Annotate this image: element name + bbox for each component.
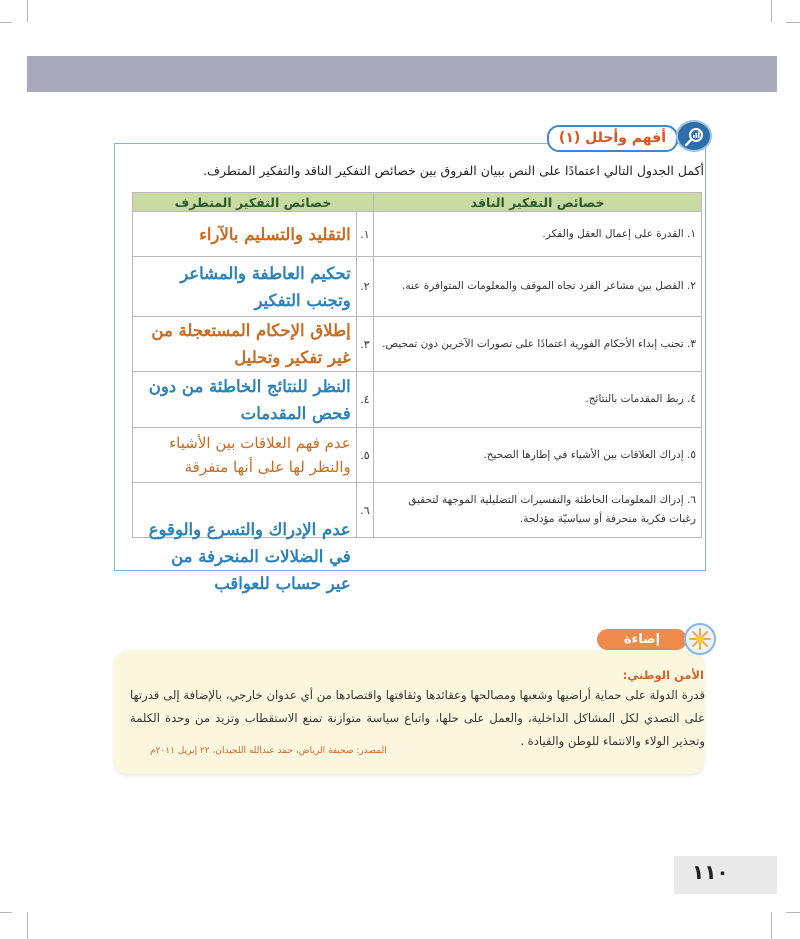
insight-text: قدرة الدولة على حماية أراضيها وشعبها ومصالحها وعقائدها وثقافتها واقتصادها من أي عدوان خارجي، بالإضافة إلى قدرتها على التصدي لكل المشاكل الداخلية، والعمل على حلها، واتباع سياسة متوازنة تمنع الاستقطاب وتزيد من وحدة الكلمة وتجذير الولاء والانتماء للوطن والقيادة . [130, 688, 705, 748]
header-band [27, 56, 777, 92]
crop-mark [786, 912, 800, 913]
table-row [133, 428, 702, 483]
crop-mark [27, 0, 28, 22]
table-row [133, 257, 702, 317]
insight-header [570, 622, 720, 654]
extreme-answer: إطلاق الإحكام المستعجلة من غير تفكير وتحليل [151, 321, 351, 367]
page-number: ١١٠ [692, 860, 729, 884]
extreme-answer: تحكيم العاطفة والمشاعر وتجنب التفكير [180, 263, 351, 310]
extreme-answer: النظر للنتائج الخاطئة من دون فحص المقدمات [148, 376, 351, 423]
critical-trait: ١. القدرة على إعمال العقل والفكر. [374, 212, 702, 257]
table-header-row [133, 193, 702, 212]
magnifier-chart-icon [676, 120, 712, 152]
extreme-answer-cell [133, 428, 357, 483]
extreme-answer-cell [133, 372, 357, 428]
crop-mark [0, 912, 12, 913]
row-number: ٥. [356, 428, 373, 483]
crop-mark [771, 0, 772, 22]
crop-mark [771, 912, 772, 939]
row-number: ١. [356, 212, 373, 257]
extreme-answer-cell [133, 317, 357, 372]
extreme-answer: عدم الإدراك والتسرع والوقوع في الضلالات المنحرفة من عير حساب للعواقب [148, 520, 351, 593]
table-row [133, 212, 702, 257]
table-row [133, 317, 702, 372]
insight-label: إضاءة [597, 629, 687, 650]
extreme-answer-cell [133, 212, 357, 257]
comparison-table [132, 192, 702, 593]
critical-trait: ٥. إدراك العلاقات بين الأشياء في إطارها الصحيح. [374, 428, 702, 483]
activity-header [540, 120, 720, 152]
header-critical: خصائص التفكير الناقد [374, 193, 702, 212]
activity-instruction: أكمل الجدول التالي اعتمادًا على النص ببيان الفروق بين خصائص التفكير الناقد والتفكير المتطرف. [203, 163, 704, 178]
row-number: ٤. [356, 372, 373, 428]
extreme-answer: عدم فهم العلاقات بين الأشياء والنظر لها على أنها متفرقة [169, 434, 351, 476]
header-extreme: خصائص التفكير المتطرف [133, 193, 374, 212]
table-row [133, 372, 702, 428]
insight-source: المصدر: صحيفة الرياض، حمد عبدالله اللحيدان، ٢٢ إبريل ٢٠١١م [150, 746, 387, 756]
critical-trait: ٦. إدراك المعلومات الخاطئة والتفسيرات التضليلية الموجهة لتحقيق رغبات فكرية منحرفة أو سياسيّة مؤدلجة. [374, 483, 702, 538]
extreme-answer-cell [133, 483, 357, 593]
critical-trait: ٣. تجنب إبداء الأحكام الفورية اعتمادًا على تصورات الآخرين دون تمحيص. [374, 317, 702, 372]
crop-mark [27, 912, 28, 939]
critical-trait: ٤. ربط المقدمات بالنتائج. [374, 372, 702, 428]
star-burst-icon [684, 623, 716, 655]
crop-mark [0, 22, 12, 23]
activity-title: أفهم وأحلل (١) [547, 125, 678, 152]
critical-trait: ٢. الفصل بين مشاعر الفرد تجاه الموقف والمعلومات المتوافرة عنه. [374, 257, 702, 317]
extreme-answer-cell [133, 257, 357, 317]
crop-mark [786, 22, 800, 23]
insight-term: الأمن الوطني: [622, 668, 704, 682]
table-row [133, 483, 702, 538]
extreme-answer: التقليد والتسليم بالآراء [199, 224, 351, 244]
row-number: ٦. [356, 483, 373, 538]
row-number: ٣. [356, 317, 373, 372]
row-number: ٢. [356, 257, 373, 317]
